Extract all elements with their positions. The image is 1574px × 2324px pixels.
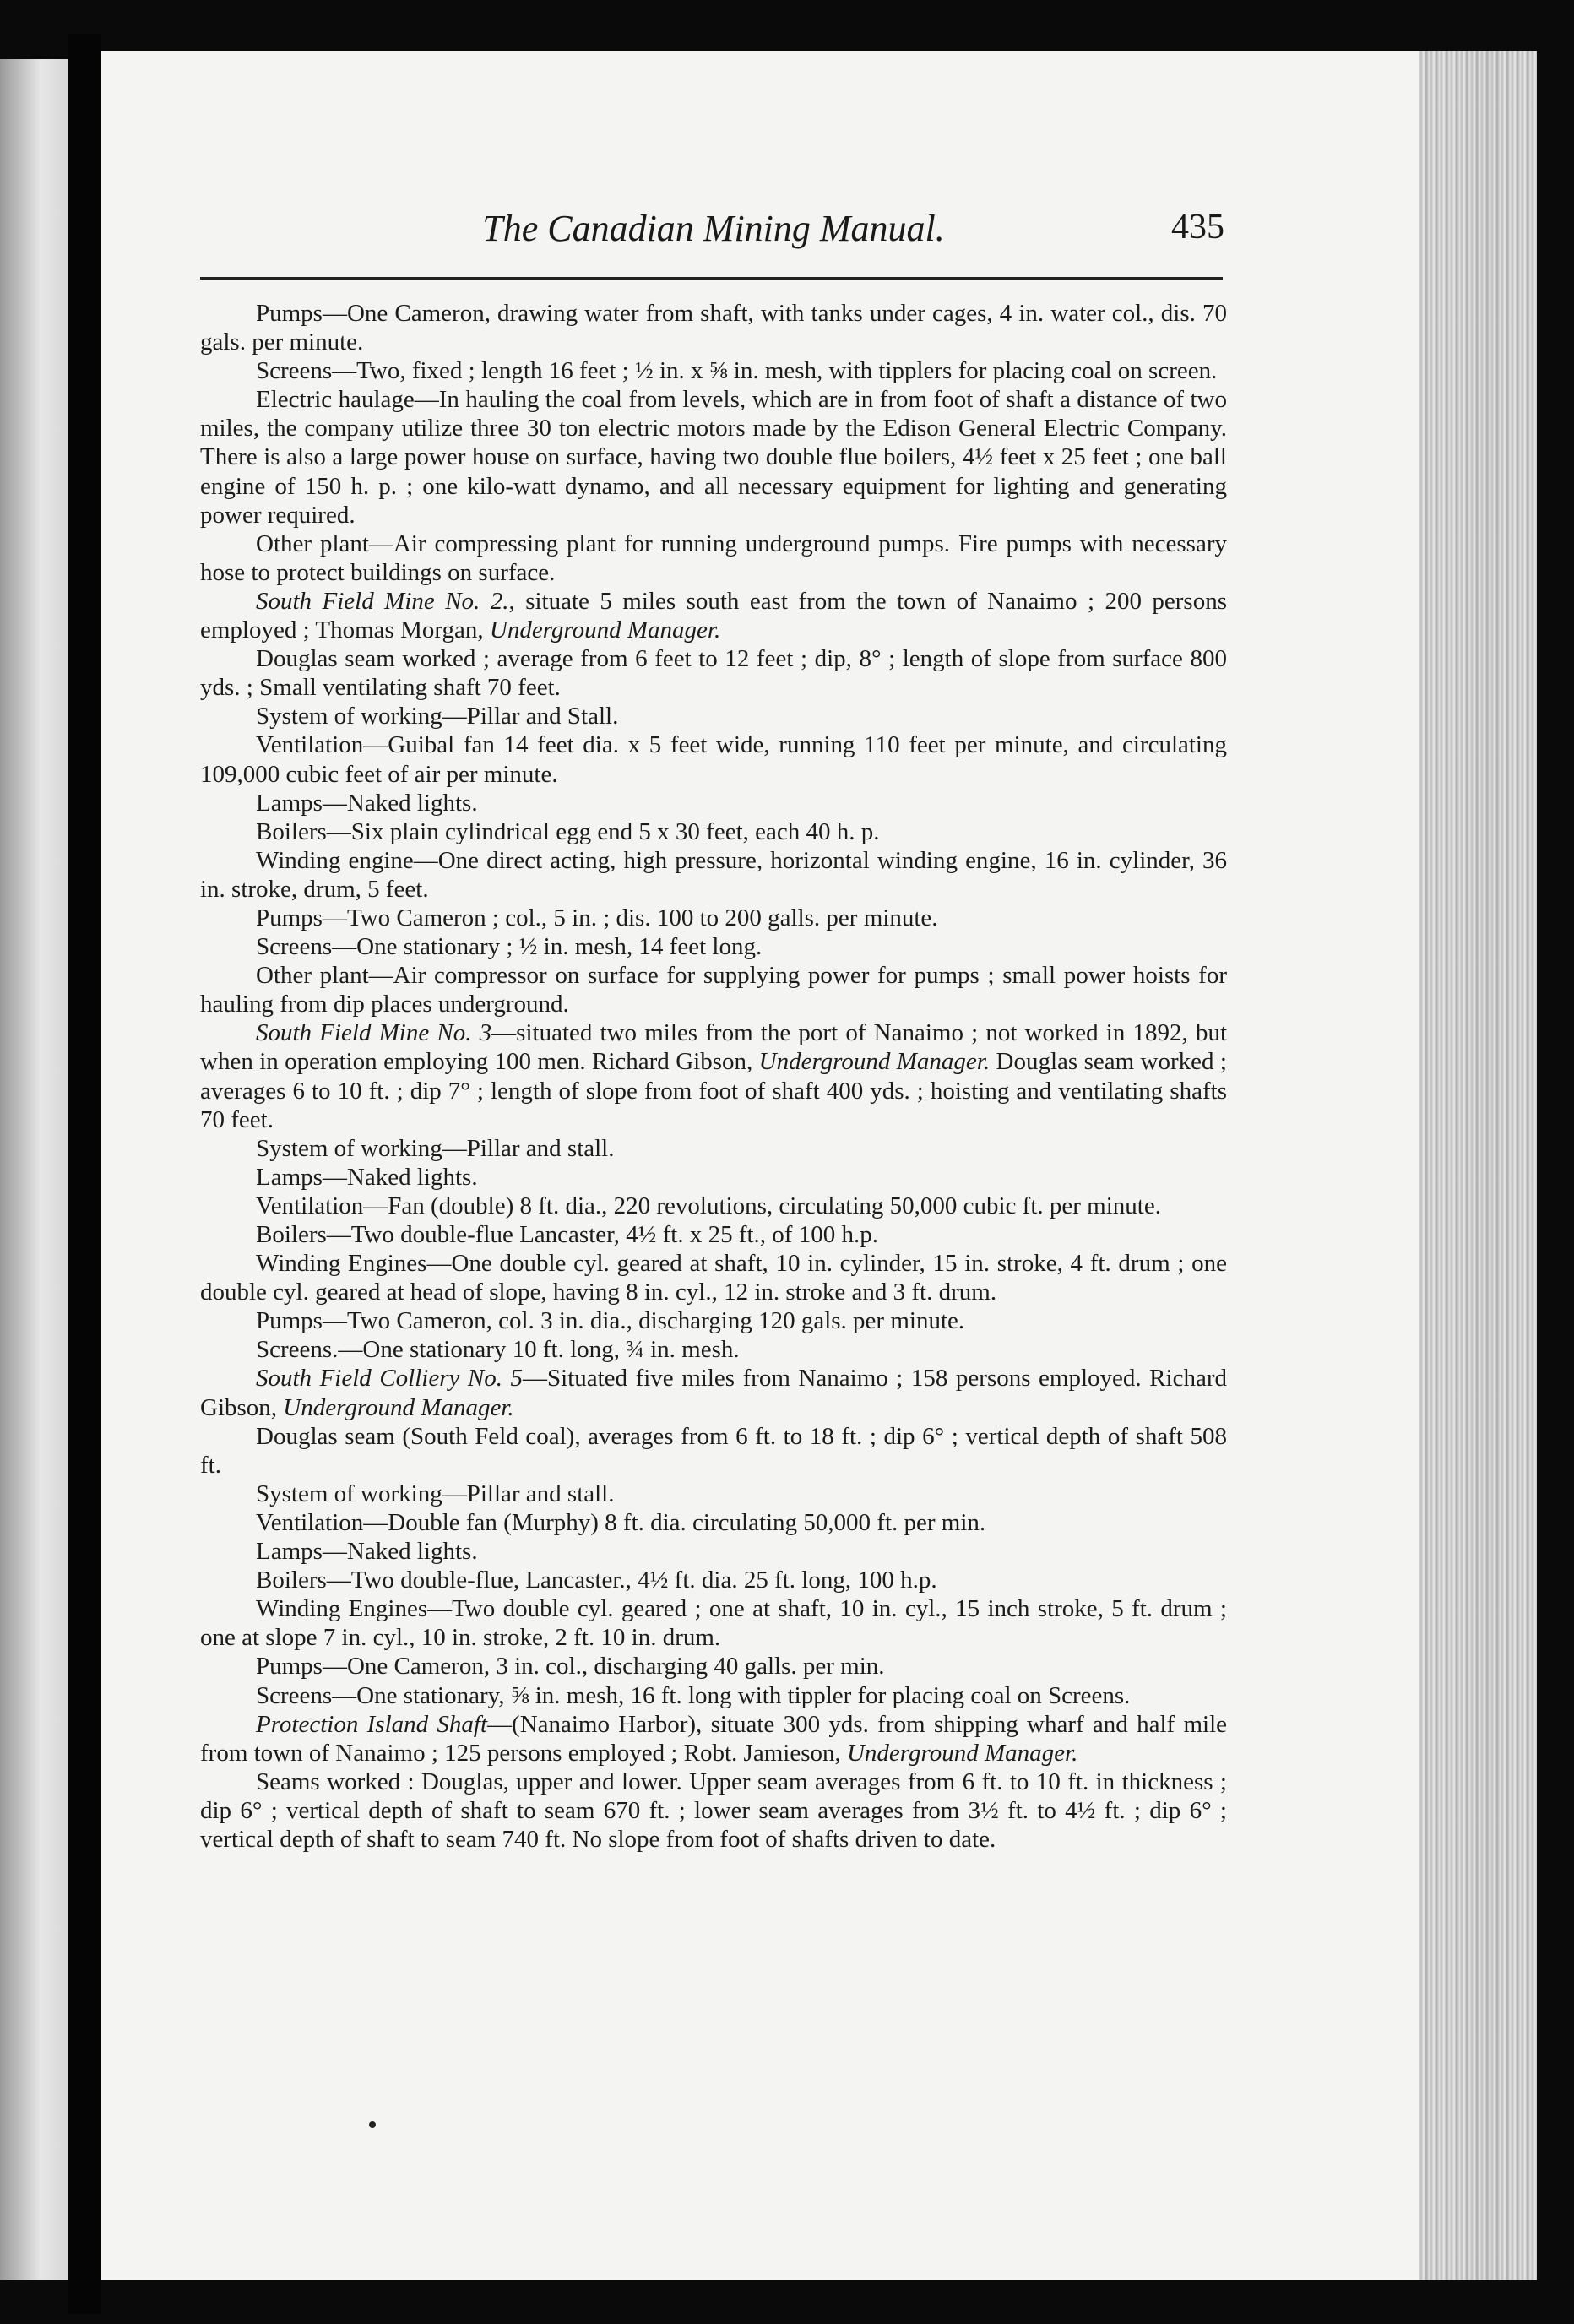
paragraph: South Field Mine No. 2., situate 5 miles south east from the town of Nanaimo ; 200 persons employed ; Thomas Morgan, Underground Manager. (200, 587, 1228, 644)
facing-page-edge (0, 59, 68, 2280)
paragraph: South Field Colliery No. 5—Situated five miles from Nanaimo ; 158 persons employed. Richard Gibson, Underground Manager. (200, 1365, 1227, 1421)
paragraph: Protection Island Shaft—(Nanaimo Harbor), situate 300 yds. from shipping wharf and half mile from town of Nanaimo ; 125 persons employed ; Robt. Jamieson, Underground Manager. (200, 1710, 1228, 1767)
paragraph: System of working—Pillar and stall. (256, 1480, 615, 1507)
manager-title: Underground Manager. (489, 616, 721, 644)
paragraph: Douglas seam (South Feld coal), averages from 6 ft. to 18 ft. ; dip 6° ; vertical depth of shaft 508 ft. (200, 1422, 1227, 1479)
header-rule (200, 277, 1223, 280)
running-title: The Canadian Mining Manual. (482, 208, 945, 249)
page-number: 435 (1171, 208, 1224, 247)
book-gutter (68, 34, 101, 2314)
paragraph: Lamps—Naked lights. (256, 789, 478, 817)
paragraph: Boilers—Six plain cylindrical egg end 5 x 30 feet, each 40 h. p. (256, 817, 880, 845)
paragraph: Other plant—Air compressor on surface for supplying power for pumps ; small power hoists for hauling from dip places underground. (200, 962, 1227, 1018)
mine-name: South Field Colliery No. 5 (256, 1365, 524, 1393)
paragraph: Ventilation—Fan (double) 8 ft. dia., 220 revolutions, circulating 50,000 cubic ft. per minute. (256, 1192, 1161, 1219)
paragraph: Winding engine—One direct acting, high pressure, horizontal winding engine, 16 in. cylinder, 36 in. stroke, drum, 5 feet. (200, 846, 1227, 903)
paragraph: Pumps—One Cameron, drawing water from shaft, with tanks under cages, 4 in. water col., dis. 70 gals. per minute. (200, 300, 1227, 356)
paragraph: Seams worked : Douglas, upper and lower. Upper seam averages from 6 ft. to 10 ft. in thickness ; dip 6° ; vertical depth of shaft to seam 670 ft. ; lower seam averages from 3½ ft. to 4½ ft. ; dip 6° ; vertical depth of shaft to seam 740 ft. No slope from foot of shafts driven to date. (200, 1767, 1227, 1853)
paragraph: Lamps—Naked lights. (256, 1163, 478, 1191)
paragraph: Screens—Two, fixed ; length 16 feet ; ½ in. x ⅝ in. mesh, with tipplers for placing coal on screen. (256, 357, 1218, 385)
paragraph: Lamps—Naked lights. (256, 1538, 478, 1566)
paragraph: System of working—Pillar and stall. (256, 1134, 615, 1162)
ink-speck (369, 2121, 376, 2128)
paragraph: Boilers—Two double-flue Lancaster, 4½ ft. x 25 ft., of 100 h.p. (256, 1221, 878, 1248)
mine-name: South Field Mine No. 2. (256, 587, 509, 615)
paragraph: Douglas seam worked ; average from 6 feet to 12 feet ; dip, 8° ; length of slope from surface 800 yds. ; Small ventilating shaft 70 feet. (200, 645, 1227, 702)
paragraph: Screens.—One stationary 10 ft. long, ¾ in. mesh. (256, 1336, 740, 1364)
paragraph: South Field Mine No. 3—situated two miles from the port of Nanaimo ; not worked in 1892, but when in operation employing 100 men. Richard Gibson, Underground Manager. Douglas seam worked ; averages 6 to 10 ft. ; dip 7° ; length of slope from foot of shaft 400 yds. ; hoisting and ventilating shafts 70 feet. (200, 1019, 1228, 1133)
paragraph: Ventilation—Double fan (Murphy) 8 ft. dia. circulating 50,000 ft. per min. (256, 1508, 986, 1536)
body-text (200, 299, 1227, 1854)
paragraph: Screens—One stationary, ⅝ in. mesh, 16 ft. long with tippler for placing coal on Screens. (256, 1681, 1131, 1709)
paragraph: Pumps—Two Cameron ; col., 5 in. ; dis. 100 to 200 galls. per minute. (256, 904, 938, 931)
mine-name: South Field Mine No. 3 (256, 1019, 492, 1047)
paragraph: Boilers—Two double-flue, Lancaster., 4½ ft. dia. 25 ft. long, 100 h.p. (256, 1567, 937, 1594)
mine-name: Protection Island Shaft (256, 1710, 488, 1738)
manager-title: Underground Manager. (846, 1739, 1078, 1767)
paragraph: Ventilation—Guibal fan 14 feet dia. x 5 feet wide, running 110 feet per minute, and circulating 109,000 cubic feet of air per minute. (200, 731, 1227, 788)
paragraph: Winding Engines—One double cyl. geared at shaft, 10 in. cylinder, 15 in. stroke, 4 ft. drum ; one double cyl. geared at head of slope, having 8 in. cyl., 12 in. stroke and 3 ft. drum. (200, 1250, 1227, 1306)
manager-title: Underground Manager. (283, 1393, 514, 1421)
paragraph: Pumps—Two Cameron, col. 3 in. dia., discharging 120 gals. per minute. (256, 1307, 965, 1335)
paragraph: Electric haulage—In hauling the coal from levels, which are in from foot of shaft a distance of two miles, the company utilize three 30 ton electric motors made by the Edison General Electric Company. There is also a large power house on surface, having two double flue boilers, 4½ feet x 25 feet ; one ball engine of 150 h. p. ; one kilo-watt dynamo, and all necessary equipment for lighting and generating power required. (200, 386, 1227, 529)
paragraph: Winding Engines—Two double cyl. geared ; one at shaft, 10 in. cyl., 15 inch stroke, 5 ft. drum ; one at slope 7 in. cyl., 10 in. stroke, 2 ft. 10 in. drum. (200, 1595, 1227, 1652)
paragraph: Pumps—One Cameron, 3 in. col., discharging 40 galls. per min. (256, 1653, 885, 1681)
paragraph: Screens—One stationary ; ½ in. mesh, 14 feet long. (256, 933, 763, 961)
paragraph: Other plant—Air compressing plant for running underground pumps. Fire pumps with necessary hose to protect buildings on surface. (200, 529, 1227, 586)
page-header (203, 207, 1224, 266)
page-stack-edges (1419, 51, 1537, 2280)
manager-title: Underground Manager. (758, 1048, 991, 1076)
paragraph: System of working—Pillar and Stall. (256, 703, 619, 730)
